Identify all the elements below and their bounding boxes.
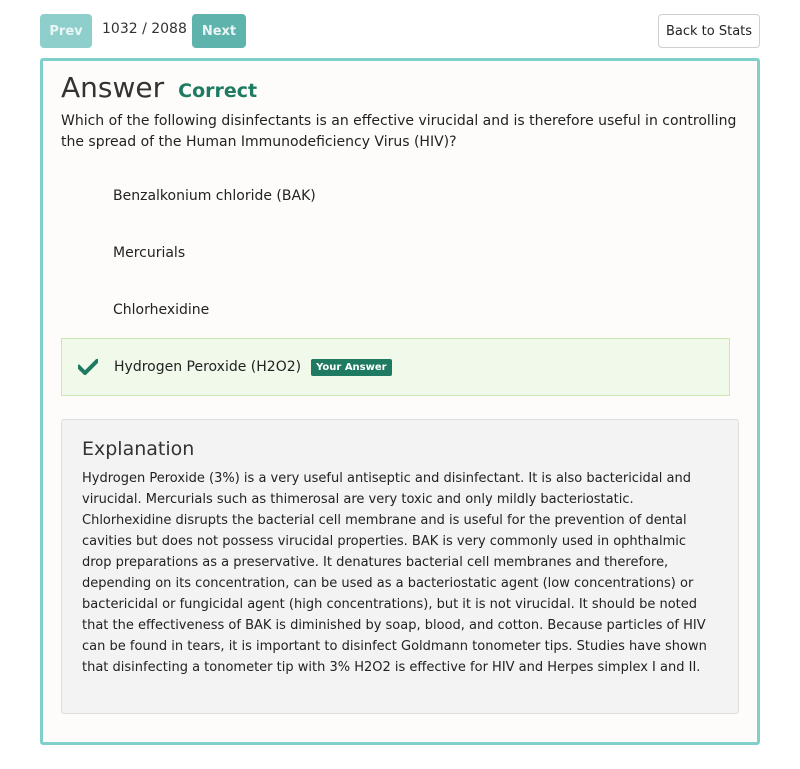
option-4-selected[interactable] [61,338,730,396]
option-label: Benzalkonium chloride (BAK) [113,188,316,204]
prev-button[interactable]: Prev [40,14,92,48]
back-to-stats-button[interactable]: Back to Stats [658,14,760,48]
top-nav [40,14,760,48]
option-label: Hydrogen Peroxide (H2O2) [114,359,302,375]
option-2[interactable] [61,224,730,282]
option-label: Chlorhexidine [113,302,210,318]
next-button[interactable]: Next [192,14,246,48]
option-1[interactable] [61,167,730,225]
explanation-body: Hydrogen Peroxide (3%) is a very useful antiseptic and disinfectant. It is also bactericidal and virucidal. Mercurials such as thimerosal are very toxic and only mildly bacteriostatic. Chlorhexidine disrupts the bacterial cell membrane and is useful for the prevention of dental cavities but does not possess virucidal properties. BAK is very commonly used in ophthalmic drop preparations as a preservative. It denatures bacterial cell membranes and therefore, depending on its concentration, can be used as a bacteriostatic agent (low concentrations) or bactericidal or fungicidal agent (high concentrations), but it is not virucidal. It should be noted that the effectiveness of BAK is diminished by soap, blood, and cotton. Because particles of HIV can be found in tears, it is important to disinfect Goldmann tonometer tips. Studies have shown that disinfecting a tonometer tip with 3% H2O2 is effective for HIV and Herpes simplex I and II. [82,471,707,675]
answer-status: Correct [178,80,258,102]
answer-header [61,71,257,104]
explanation-panel [61,419,739,714]
answer-title: Answer [61,71,165,104]
option-label: Mercurials [113,245,186,261]
checkmark-icon [78,359,98,375]
question-text: Which of the following disinfectants is an effective virucidal and is therefore useful in controlling the spread of the Human Immunodeficiency Virus (HIV)? [61,113,737,150]
explanation-title: Explanation [82,438,195,460]
question-counter: 1032 / 2088 [102,21,187,37]
answer-card [40,58,760,745]
option-3[interactable] [61,281,730,339]
your-answer-badge: Your Answer [311,359,392,376]
